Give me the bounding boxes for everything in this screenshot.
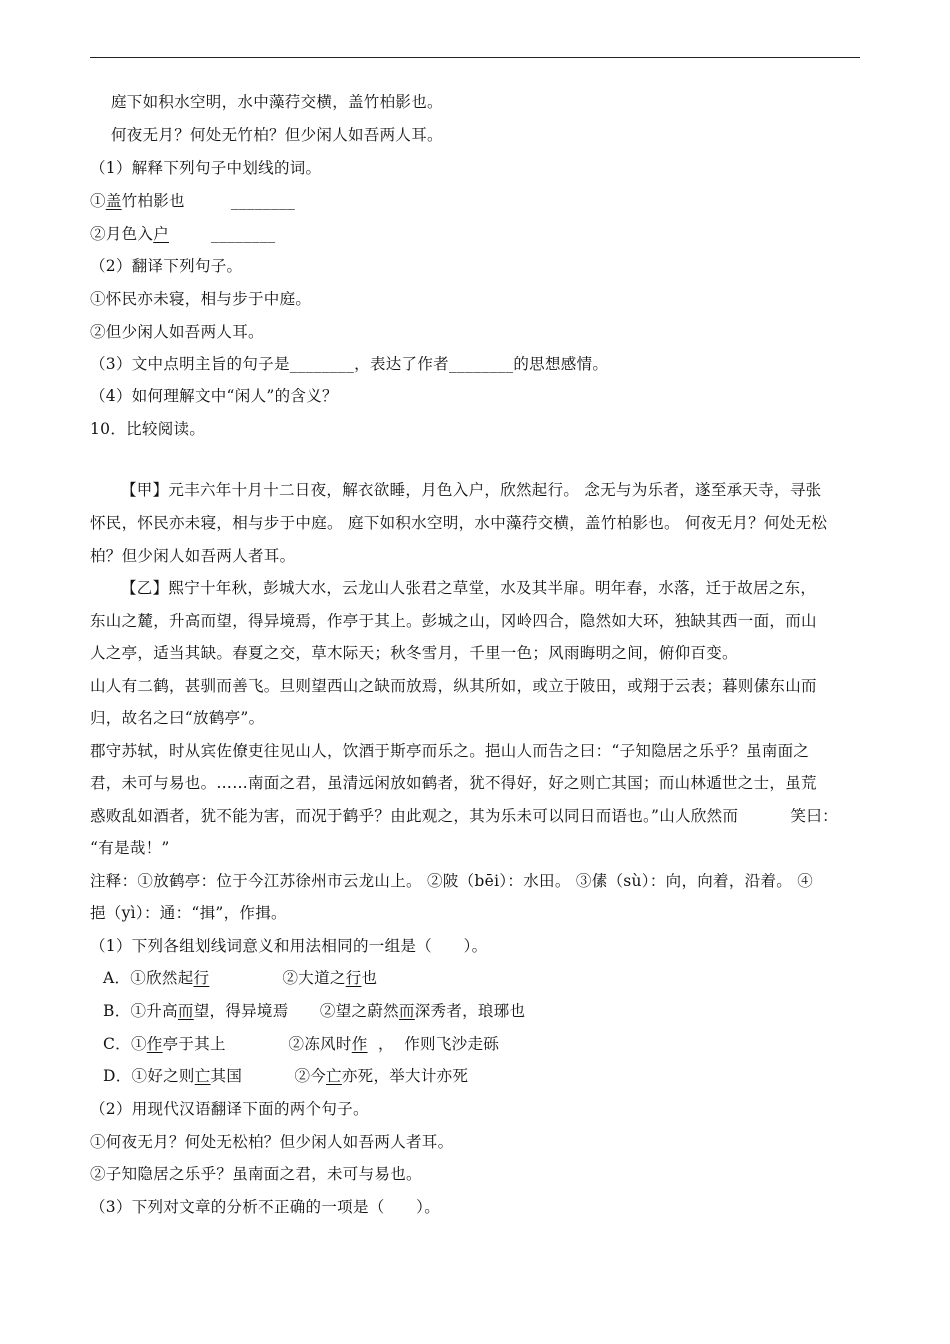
underlined-word: 行 [193,969,210,987]
option-d: D．①好之则亡其国 ②今亡亦死，举大计亦死 [103,1067,469,1085]
question-part: （2）用现代汉语翻译下面的两个句子。 [90,1100,369,1118]
poem-line: 何夜无月？何处无竹柏？但少闲人如吾两人耳。 [111,126,443,144]
answer-blank: ________ [230,192,296,210]
question-item: ②但少闲人如吾两人耳。 [90,323,264,341]
option-a: A．①欣然起行 ②大道之行也 [103,969,378,987]
notes-line: 挹（yì）：通：“揖”，作揖。 [90,904,287,922]
passage-yi-line: “有是哉！” [90,839,170,857]
passage-yi-line: 郡守苏轼，时从宾佐僚吏往见山人，饮酒于斯亭而乐之。挹山人而告之曰：“子知隐居之乐乎？虽南面之 [90,742,810,760]
question-part: （3）文中点明主旨的句子是________，表达了作者________的思想感情。 [90,355,609,373]
question-part: （1）下列各组划线词意义和用法相同的一组是（ ）。 [90,937,488,955]
option-b: B．①升高而望，得异境焉 ②望之蔚然而深秀者，琅琊也 [103,1002,526,1020]
underlined-word: 作 [146,1035,163,1053]
underlined-word: 作 [351,1035,368,1053]
question-item: ②子知隐居之乐乎？虽南面之君，未可与易也。 [90,1165,422,1183]
underlined-word: 盖 [105,192,122,210]
passage-yi-line: 君，未可与易也。……南面之君，虽清远闲放如鹤者，犹不得好，好之则亡其国；而山林遁世之士，虽荒 [90,774,817,792]
question-part: （4）如何理解文中“闲人”的含义？ [90,387,338,405]
passage-yi-line: 【乙】熙宁十年秋，彭城大水，云龙山人张君之草堂，水及其半扉。明年春，水落，迁于故居之东， [121,579,817,597]
passage-yi-line: 东山之麓，升高而望，得异境焉，作亭于其上。彭城之山，冈岭四合，隐然如大环，独缺其西一面，而山 [90,612,817,630]
poem-line: 庭下如积水空明，水中藻荇交横，盖竹柏影也。 [111,93,443,111]
passage-yi-line: 惑败乱如酒者，犹不能为害，而况于鹤乎？由此观之，其为乐未可以同日而语也。”山人欣然而 笑曰： [90,807,838,825]
passage-yi-line: 人之亭，适当其缺。春夏之交，草木际天；秋冬雪月，千里一色；风雨晦明之间，俯仰百变。 [90,644,738,662]
question-item: ①盖竹柏影也 ________ [90,192,296,210]
underlined-word: 行 [345,969,362,987]
header-rule [90,57,860,58]
question-part: （1）解释下列句子中划线的词。 [90,159,322,177]
underlined-word: 亡 [194,1067,211,1085]
question-part: （2）翻译下列句子。 [90,257,243,275]
question-item: ②月色入户 ________ [90,225,276,243]
answer-blank: ________ [211,225,276,243]
passage-yi-line: 归，故名之曰“放鹤亭”。 [90,709,265,727]
passage-jia-line: 【甲】元丰六年十月十二日夜，解衣欲睡，月色入户，欣然起行。 念无与为乐者，遂至承天寺，寻张 [121,481,822,499]
question-part: （3）下列对文章的分析不正确的一项是（ ）。 [90,1198,441,1216]
question-item: ①怀民亦未寝，相与步于中庭。 [90,290,312,308]
question-item: ①何夜无月？何处无松柏？但少闲人如吾两人者耳。 [90,1133,454,1151]
passage-jia-line: 柏？但少闲人如吾两人者耳。 [90,547,296,565]
passage-yi-line: 山人有二鹤，甚驯而善飞。旦则望西山之缺而放焉，纵其所如，或立于陂田，或翔于云表；暮则傃东山而 [90,677,817,695]
underlined-word: 户 [153,225,170,243]
underlined-word: 亡 [326,1067,342,1085]
underlined-word: 而 [398,1002,415,1020]
question-title: 10．比较阅读。 [90,420,206,438]
passage-jia-line: 怀民，怀民亦未寝，相与步于中庭。 庭下如积水空明，水中藻荇交横，盖竹柏影也。 何夜无月？何处无松 [90,514,828,532]
notes-line: 注释：①放鹤亭：位于今江苏徐州市云龙山上。 ②陂（bēi）：水田。 ③傃（sù）：向，向着，沿着。 ④ [90,872,814,890]
option-c: C．①作亭于其上 ②冻风时作 ， 作则飞沙走砾 [103,1035,500,1053]
underlined-word: 而 [177,1002,194,1020]
